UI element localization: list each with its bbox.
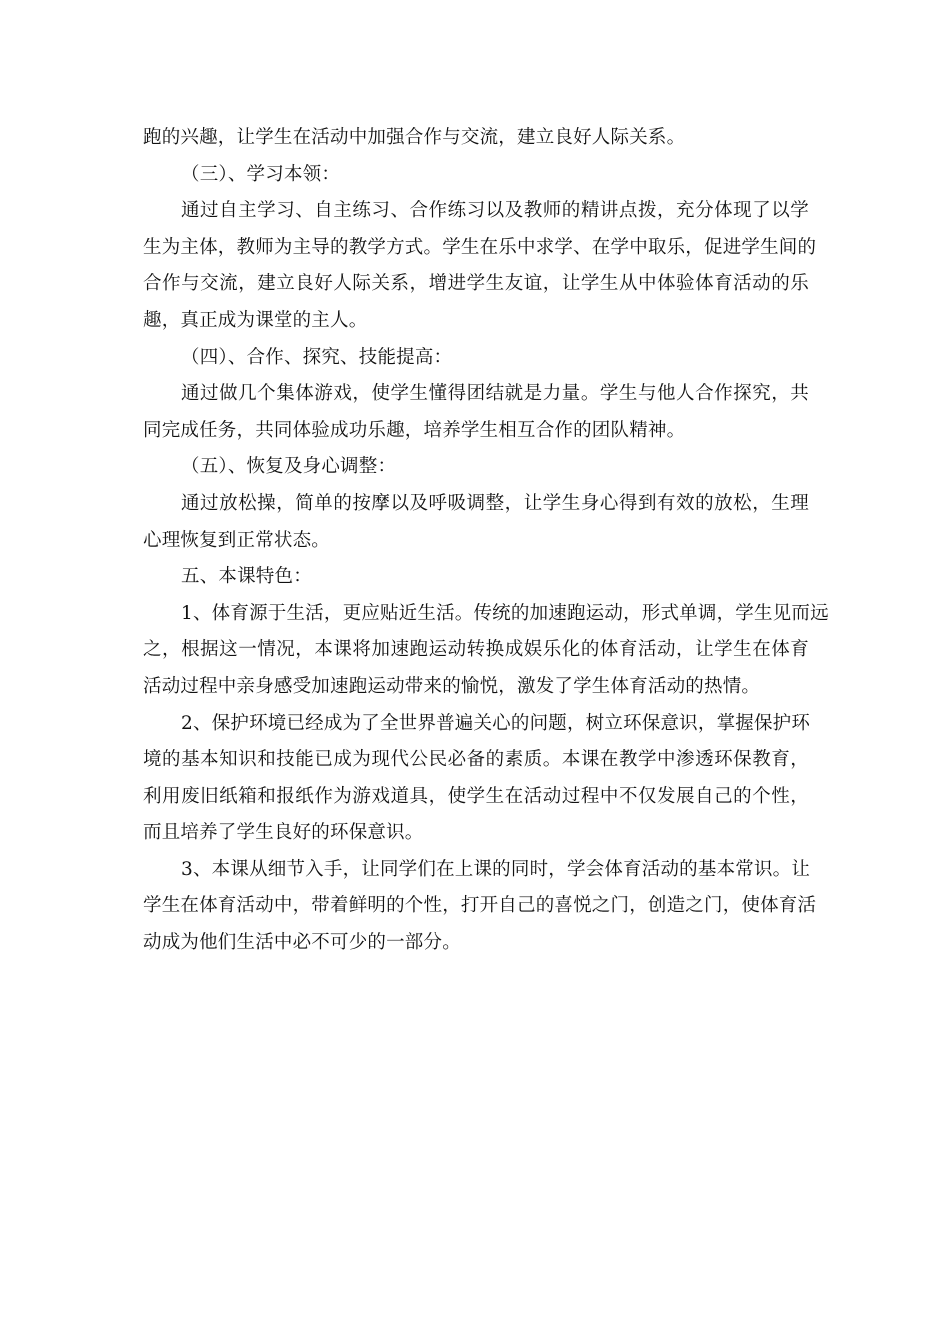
text-line: 趣，真正成为课堂的主人。 (143, 309, 368, 331)
text-line: （五）、恢复及身心调整： (181, 456, 397, 478)
text-line: 而且培养了学生良好的环保意识。 (143, 822, 424, 844)
text-line: 通过做几个集体游戏，使学生懂得团结就是力量。学生与他人合作探究，共 (181, 383, 809, 405)
text-line: 之，根据这一情况，本课将加速跑运动转换成娱乐化的体育活动，让学生在体育 (143, 639, 809, 661)
text-line: 动成为他们生活中必不可少的一部分。 (143, 932, 461, 954)
text-line: 利用废旧纸箱和报纸作为游戏道具，使学生在活动过程中不仅发展自己的个性， (143, 785, 809, 807)
text-line: （三）、学习本领： (181, 163, 341, 185)
text-line: 3、本课从细节入手，让同学们在上课的同时，学会体育活动的基本常识。让 (181, 858, 811, 880)
text-line: （四）、合作、探究、技能提高： (181, 346, 453, 368)
text-line: 2、保护环境已经成为了全世界普遍关心的问题，树立环保意识，掌握保护环 (181, 712, 811, 734)
text-line: 境的基本知识和技能已成为现代公民必备的素质。本课在教学中渗透环保教育， (143, 749, 809, 771)
text-line: 五、本课特色： (181, 566, 312, 588)
text-line: 通过放松操，简单的按摩以及呼吸调整，让学生身心得到有效的放松，生理 (181, 492, 809, 514)
text-line: 生为主体，教师为主导的教学方式。学生在乐中求学、在学中取乐，促进学生间的 (143, 236, 817, 258)
text-line: 同完成任务，共同体验成功乐趣，培养学生相互合作的团队精神。 (143, 419, 686, 441)
text-line: 合作与交流，建立良好人际关系，增进学生友谊，让学生从中体验体育活动的乐 (143, 273, 809, 295)
text-line: 心理恢复到正常状态。 (143, 529, 331, 551)
text-line: 学生在体育活动中，带着鲜明的个性，打开自己的喜悦之门，创造之门，使体育活 (143, 895, 817, 917)
text-line: 跑的兴趣，让学生在活动中加强合作与交流，建立良好人际关系。 (143, 127, 686, 148)
text-line: 通过自主学习、自主练习、合作练习以及教师的精讲点拨，充分体现了以学 (181, 200, 809, 222)
text-line: 活动过程中亲身感受加速跑运动带来的愉悦，激发了学生体育活动的热情。 (143, 675, 761, 697)
document-body (143, 120, 829, 962)
text-line: 1、体育源于生活，更应贴近生活。传统的加速跑运动，形式单调，学生见而远 (181, 602, 829, 624)
